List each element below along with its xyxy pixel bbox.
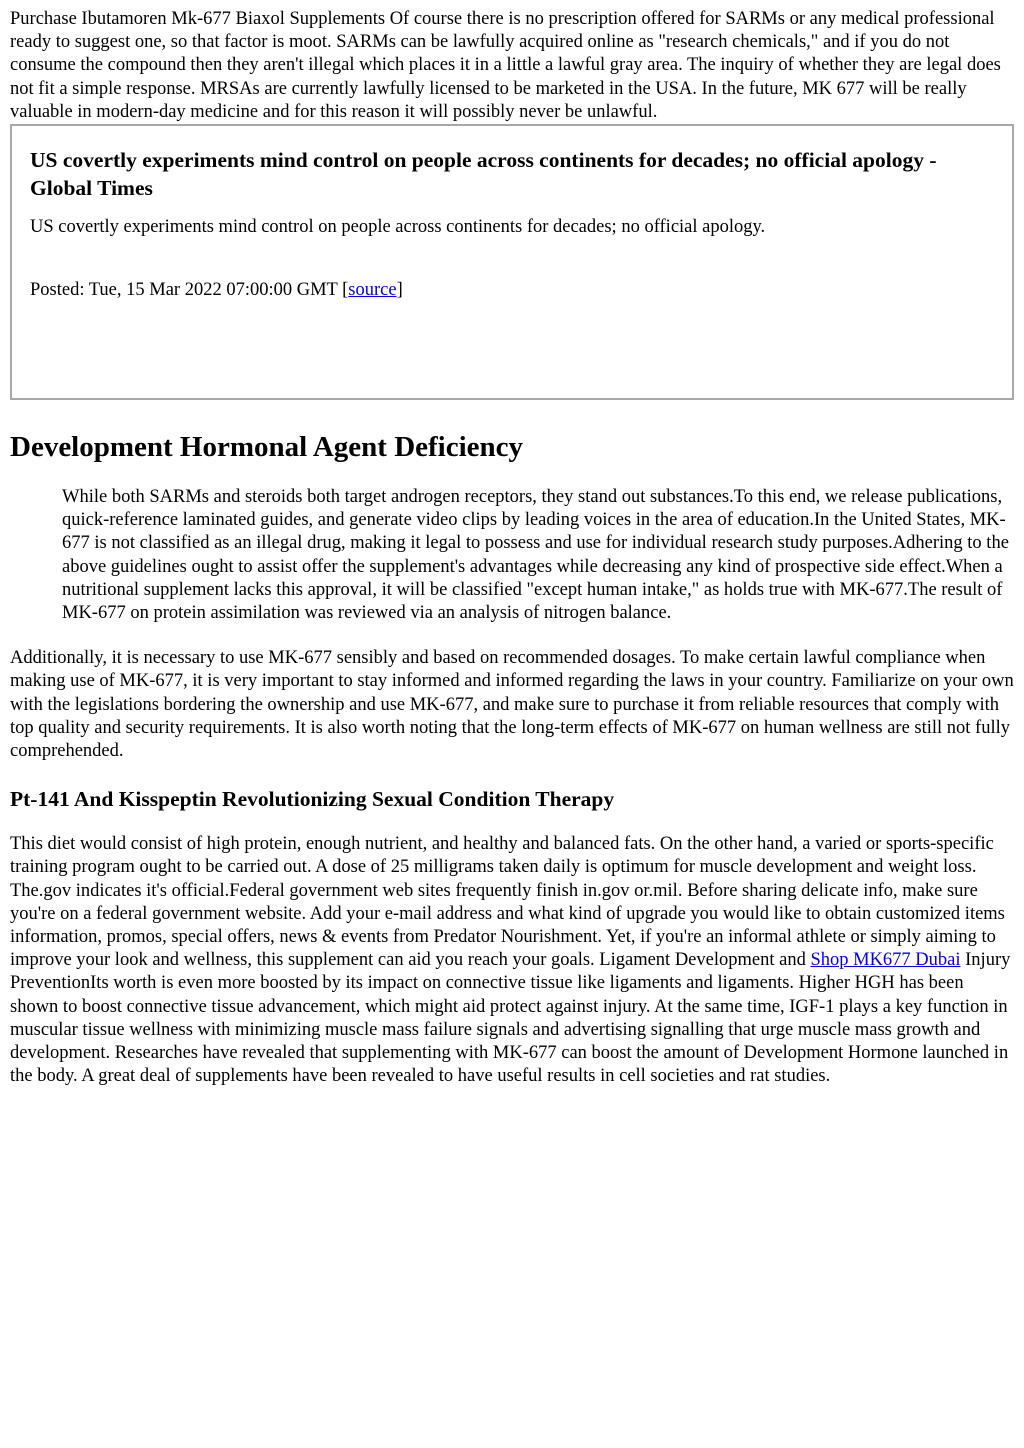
body-paragraph-compliance: Additionally, it is necessary to use MK-677 sensibly and based on recommended dosages. To make certain lawful compliance when making use of MK-677, it is very important to stay informed and informed regarding the laws in your country. Familiarize on your own with the legislations bordering the ownership and use MK-677, and make sure to purchase it from reliable resources that comply with top quality and security requirements. It is also worth noting that the long-term effects of MK-677 on human wellness are still not fully comprehended. [10, 648, 1014, 762]
section-heading-growth-hormone: Development Hormonal Agent Deficiency [10, 431, 524, 464]
news-posted-date: Posted: Tue, 15 Mar 2022 07:00:00 GMT [ [30, 280, 349, 301]
shop-mk677-link[interactable]: Shop MK677 Dubai [810, 950, 961, 971]
body-paragraph-diet [10, 833, 1014, 1088]
news-posted-suffix: ] [396, 280, 403, 301]
blockquote-text: While both SARMs and steroids both target androgen receptors, they stand out substances.To this end, we release publications, quick-reference laminated guides, and generate video clips by leading voices in the area of education.In the United States, MK-677 is not classified as an illegal drug, making it legal to possess and use for individual research study purposes.Adhering to the above guidelines ought to assist offer the supplement's advantages while decreasing any kind of prospective side effect.When a nutritional supplement lacks this approval, it will be classified "except human intake," as holds true with MK-677.The result of MK-677 on protein assimilation was reviewed via an analysis of nitrogen balance. [62, 487, 1009, 624]
news-title: US covertly experiments mind control on people across continents for decades; no official apology - Global Times [30, 148, 937, 201]
news-posted-line [30, 279, 994, 302]
section-heading-pt141: Pt-141 And Kisspeptin Revolutionizing Sexual Condition Therapy [10, 787, 615, 812]
blockquote [62, 486, 1014, 625]
news-description: US covertly experiments mind control on people across continents for decades; no official apology. [30, 217, 766, 238]
intro-paragraph: Purchase Ibutamoren Mk-677 Biaxol Supplements Of course there is no prescription offered for SARMs or any medical professional ready to suggest one, so that factor is moot. SARMs can be lawfully acquired online as "research chemicals," and if you do not consume the compound then they aren't illegal which places it in a little a lawful gray area. The inquiry of whether they are legal does not fit a simple response. MRSAs are currently lawfully licensed to be marketed in the USA. In the future, MK 677 will be really valuable in modern-day medicine and for this reason it will possibly never be unlawful. [10, 9, 1001, 122]
news-source-link[interactable]: source [348, 280, 397, 301]
body-paragraph-diet-text-2: Injury PreventionIts worth is even more boosted by its impact on connective tissue like ligaments and ligaments. Higher HGH has been shown to boost connective tissue advancement, which might aid protect against injury. At the same time, IGF-1 plays a key function in muscular tissue wellness with minimizing muscle mass failure signals and advertising signalling that urge muscle mass growth and development. Researches have revealed that supplementing with MK-677 can boost the amount of Development Hormone launched in the body. A great deal of supplements have been revealed to have useful results in cell societies and rat studies. [10, 950, 1011, 1087]
body-paragraph-diet-text-1: This diet would consist of high protein, enough nutrient, and healthy and balanced fats. On the other hand, a varied or sports-specific training program ought to be carried out. A dose of 25 milligrams taken daily is optimum for muscle development and weight loss. The.gov indicates it's official.Federal government web sites frequently finish in.gov or.mil. Before sharing delicate info, make sure you're on a federal government website. Add your e-mail address and what kind of upgrade you would like to obtain customized items information, promos, special offers, news & events from Predator Nourishment. Yet, if you're an informal athlete or simply aiming to improve your look and wellness, this supplement can aid you reach your goals. Ligament Development and [10, 834, 1005, 971]
news-card [10, 124, 1014, 400]
